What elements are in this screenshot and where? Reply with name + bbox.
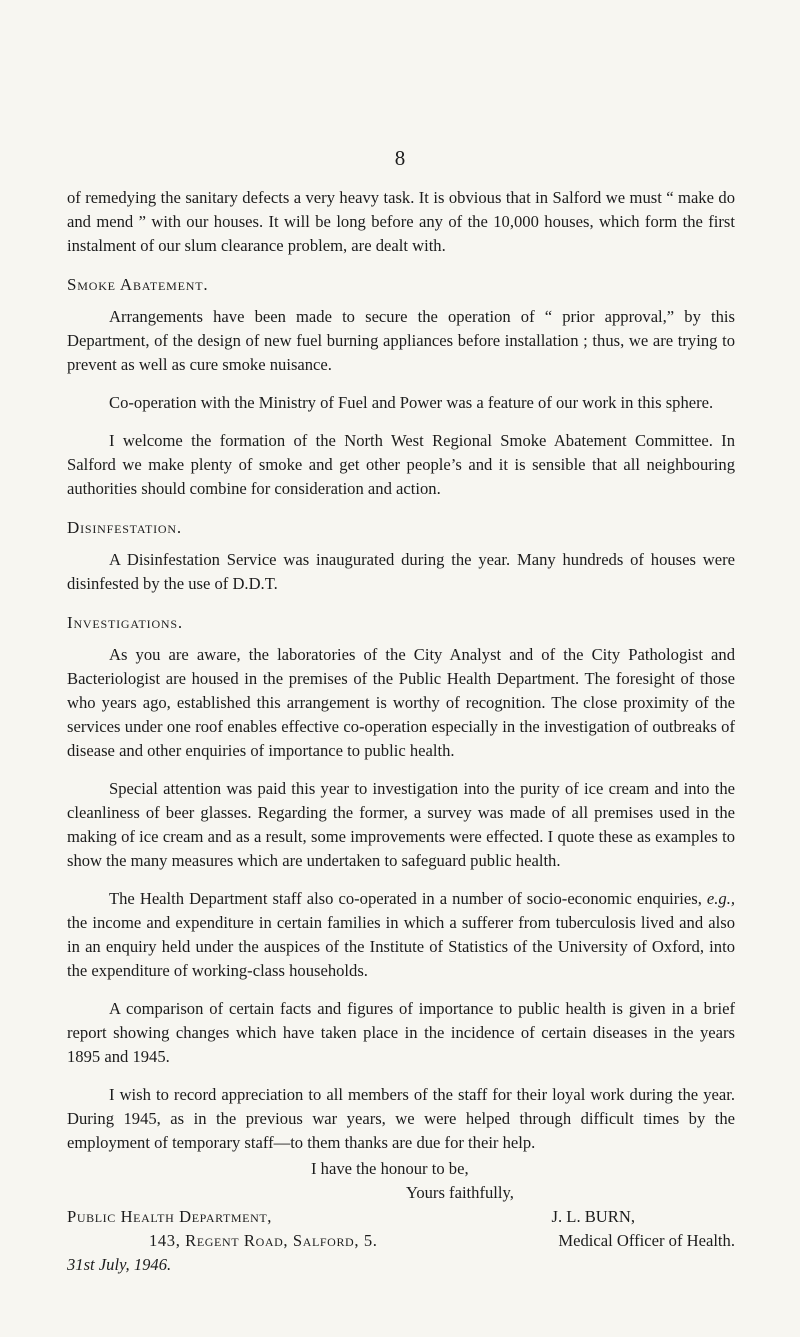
department-name: Public Health Department, — [67, 1207, 273, 1226]
closing-honour: I have the honour to be, — [311, 1159, 469, 1178]
heading-investigations: Investigations. — [67, 613, 183, 632]
paragraph-prior-approval: Arrangements have been made to secure the operation of “ prior approval,” by this Department, of the design of new fuel burning appliances before installation ; thus, we are trying to prevent as well as cure smoke nuisance. — [67, 307, 735, 374]
heading-smoke-abatement: Smoke Abatement. — [67, 275, 209, 294]
paragraph-slum-clearance: of remedying the sanitary defects a very heavy task. It is obvious that in Salford we must “ make do and mend ” with our houses. It will be long before any of the 10,000 houses, which form the first instalment of our slum clearance problem, are dealt with. — [67, 188, 735, 255]
paragraph-comparison: A comparison of certain facts and figures of importance to public health is given in a brief report showing changes which have taken place in the incidence of certain diseases in the years 1895 and 1945. — [67, 999, 735, 1066]
paragraph-disinfestation-service: A Disinfestation Service was inaugurated during the year. Many hundreds of houses were disinfested by the use of D.D.T. — [67, 550, 735, 593]
paragraph-socio-economic — [67, 887, 735, 983]
paragraph-ministry-fuel: Co-operation with the Ministry of Fuel and Power was a feature of our work in this sphere. — [109, 393, 714, 412]
heading-disinfestation: Disinfestation. — [67, 518, 182, 537]
eg-abbreviation: e.g., — [706, 889, 735, 908]
paragraph-laboratories: As you are aware, the laboratories of the City Analyst and of the City Pathologist and Bacteriologist are housed in the premises of the Public Health Department. The foresight of those who years ago, established this arrangement is worthy of recognition. The close proximity of the services under one roof enables effective co-operation especially in the investigation of outbreaks of disease and other enquiries of importance to public health. — [67, 645, 735, 760]
signatory-name: J. L. BURN, — [551, 1207, 635, 1226]
signatory-title: Medical Officer of Health. — [558, 1231, 735, 1250]
socio-economic-text-a: The Health Department staff also co-operated in a number of socio-economic enquiries, — [109, 889, 702, 908]
signature-row-2 — [67, 1229, 735, 1253]
page-number: 8 — [394, 146, 406, 170]
report-body — [67, 186, 735, 1277]
paragraph-appreciation: I wish to record appreciation to all members of the staff for their loyal work during the year. During 1945, as in the previous war years, we were helped through difficult times by the employment of temporary staff—to them thanks are due for their help. — [67, 1085, 735, 1152]
report-date: 31st July, 1946. — [67, 1255, 172, 1274]
closing-yours: Yours faithfully, — [406, 1183, 514, 1202]
socio-economic-text-b: the income and expenditure in certain families in which a sufferer from tuberculosis lived and also in an enquiry held under the auspices of the Institute of Statistics of the University of Oxford, into the expenditure of working-class households. — [67, 913, 735, 980]
paragraph-regional-committee: I welcome the formation of the North West Regional Smoke Abatement Committee. In Salford we make plenty of smoke and get other people’s and it is sensible that all neighbouring authorities should combine for consideration and action. — [67, 431, 735, 498]
paragraph-ice-cream: Special attention was paid this year to investigation into the purity of ice cream and into the cleanliness of beer glasses. Regarding the former, a survey was made of all premises used in the making of ice cream and as a result, some improvements were effected. I quote these as examples to show the many measures which are undertaken to safeguard public health. — [67, 779, 735, 870]
department-address: 143, Regent Road, Salford, 5. — [149, 1231, 378, 1250]
signature-row-1 — [67, 1205, 735, 1229]
closing-block — [67, 1157, 735, 1277]
